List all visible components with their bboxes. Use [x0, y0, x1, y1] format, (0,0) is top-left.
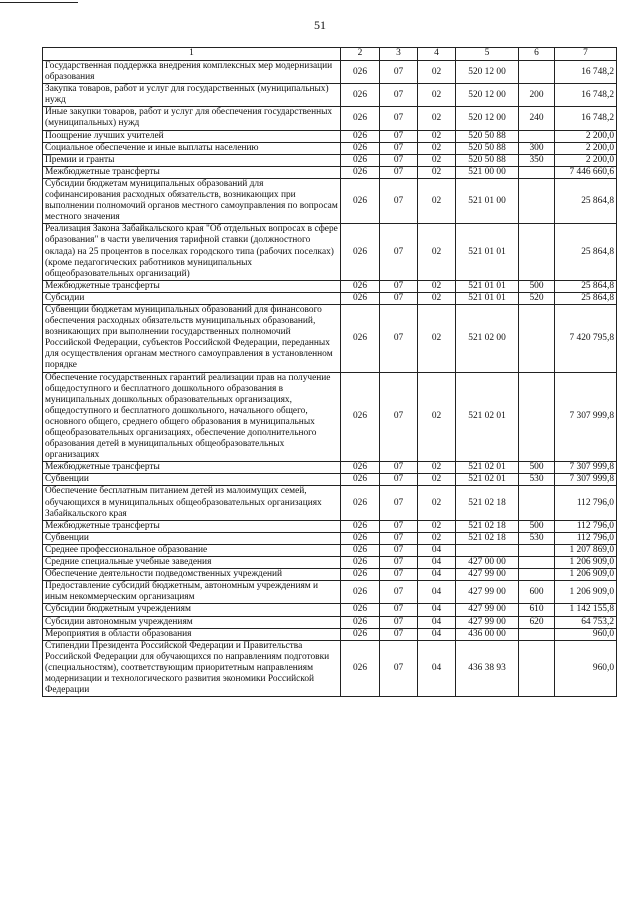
- section-code: 07: [380, 557, 418, 569]
- expense-type: [519, 224, 555, 280]
- target-article: 436 38 93: [456, 640, 519, 696]
- row-name: Закупка товаров, работ и услуг для государственных (муниципальных) нужд: [43, 84, 341, 107]
- target-article: [456, 544, 519, 556]
- section-code: 07: [380, 61, 418, 84]
- section-code: 07: [380, 628, 418, 640]
- expense-type: [519, 640, 555, 696]
- col-header: 7: [555, 48, 617, 61]
- admin-code: 026: [341, 462, 380, 474]
- expense-type: 520: [519, 292, 555, 304]
- section-code: 07: [380, 304, 418, 372]
- section-code: 07: [380, 544, 418, 556]
- table-row: [43, 304, 617, 372]
- subsection-code: 02: [418, 372, 456, 462]
- amount: 112 796,0: [555, 520, 617, 532]
- table-row: [43, 142, 617, 154]
- row-name: Субвенции: [43, 474, 341, 486]
- subsection-code: 02: [418, 520, 456, 532]
- table-row: [43, 628, 617, 640]
- expense-type: [519, 569, 555, 581]
- section-code: 07: [380, 166, 418, 178]
- table-row: [43, 557, 617, 569]
- amount: 16 748,2: [555, 61, 617, 84]
- admin-code: 026: [341, 154, 380, 166]
- expense-type: 500: [519, 520, 555, 532]
- table-row: [43, 640, 617, 696]
- admin-code: 026: [341, 581, 380, 604]
- table-row: [43, 166, 617, 178]
- target-article: 520 12 00: [456, 107, 519, 130]
- subsection-code: 02: [418, 280, 456, 292]
- amount: 960,0: [555, 640, 617, 696]
- table-row: [43, 604, 617, 616]
- admin-code: 026: [341, 304, 380, 372]
- target-article: 521 01 00: [456, 178, 519, 223]
- subsection-code: 02: [418, 304, 456, 372]
- table-row: [43, 616, 617, 628]
- section-code: 07: [380, 142, 418, 154]
- subsection-code: 02: [418, 142, 456, 154]
- subsection-code: 02: [418, 166, 456, 178]
- row-name: Обеспечение бесплатным питанием детей из малоимущих семей, обучающихся в муниципальных общеобразовательных организациях Забайкальского края: [43, 486, 341, 520]
- subsection-code: 02: [418, 154, 456, 166]
- section-code: 07: [380, 224, 418, 280]
- target-article: 520 12 00: [456, 84, 519, 107]
- admin-code: 026: [341, 532, 380, 544]
- header-row: [43, 48, 617, 61]
- row-name: Межбюджетные трансферты: [43, 462, 341, 474]
- admin-code: 026: [341, 604, 380, 616]
- table-row: [43, 292, 617, 304]
- subsection-code: 04: [418, 569, 456, 581]
- admin-code: 026: [341, 166, 380, 178]
- section-code: 07: [380, 292, 418, 304]
- section-code: 07: [380, 462, 418, 474]
- admin-code: 026: [341, 474, 380, 486]
- page-number: 51: [314, 18, 326, 32]
- amount: 7 307 999,8: [555, 372, 617, 462]
- table-row: [43, 224, 617, 280]
- amount: 16 748,2: [555, 84, 617, 107]
- admin-code: 026: [341, 557, 380, 569]
- amount: 2 200,0: [555, 130, 617, 142]
- amount: 960,0: [555, 628, 617, 640]
- row-name: Межбюджетные трансферты: [43, 280, 341, 292]
- row-name: Обеспечение государственных гарантий реализации прав на получение общедоступного и бесплатного дошкольного образования в муниципальных дошкольных образовательных организациях, общедоступного и бесплатного дошкольного, начального общего, основного общего, среднего общего образования в муниципальных общеобразовательных организациях, обеспечение дополнительного образования детей в муниципальных общеобразовательных организациях: [43, 372, 341, 462]
- table-row: [43, 486, 617, 520]
- subsection-code: 02: [418, 462, 456, 474]
- expense-type: 500: [519, 462, 555, 474]
- target-article: 427 00 00: [456, 557, 519, 569]
- budget-table: [42, 47, 617, 697]
- section-code: 07: [380, 532, 418, 544]
- expense-type: [519, 130, 555, 142]
- subsection-code: 02: [418, 84, 456, 107]
- target-article: 521 02 01: [456, 474, 519, 486]
- subsection-code: 02: [418, 178, 456, 223]
- row-name: Межбюджетные трансферты: [43, 166, 341, 178]
- row-name: Субсидии автономным учреждениям: [43, 616, 341, 628]
- amount: 1 142 155,8: [555, 604, 617, 616]
- admin-code: 026: [341, 628, 380, 640]
- row-name: Субсидии бюджетам муниципальных образований для софинансирования расходных обязательств, возникающих при выполнении полномочий органов местного самоуправления по вопросам местного значения: [43, 178, 341, 223]
- row-name: Субвенции: [43, 532, 341, 544]
- admin-code: 026: [341, 280, 380, 292]
- target-article: 521 00 00: [456, 166, 519, 178]
- section-code: 07: [380, 581, 418, 604]
- amount: 7 307 999,8: [555, 462, 617, 474]
- expense-type: [519, 544, 555, 556]
- amount: 1 206 909,0: [555, 581, 617, 604]
- amount: 16 748,2: [555, 107, 617, 130]
- amount: 1 206 909,0: [555, 569, 617, 581]
- col-header: 3: [380, 48, 418, 61]
- section-code: 07: [380, 154, 418, 166]
- admin-code: 026: [341, 520, 380, 532]
- target-article: 521 02 00: [456, 304, 519, 372]
- col-header: 1: [43, 48, 341, 61]
- section-code: 07: [380, 486, 418, 520]
- expense-type: [519, 166, 555, 178]
- row-name: Субвенции бюджетам муниципальных образований для финансового обеспечения расходных обязательств муниципальных образований, возникающих при выполнении государственных полномочий Российской Федерации, субъектов Российской Федерации, переданных для осуществления органам местного самоуправления в установленном порядке: [43, 304, 341, 372]
- amount: 112 796,0: [555, 532, 617, 544]
- col-header: 5: [456, 48, 519, 61]
- expense-type: [519, 628, 555, 640]
- expense-type: [519, 304, 555, 372]
- amount: 25 864,8: [555, 292, 617, 304]
- amount: 25 864,8: [555, 280, 617, 292]
- expense-type: 350: [519, 154, 555, 166]
- amount: 7 446 660,6: [555, 166, 617, 178]
- row-name: Реализация Закона Забайкальского края "Об отдельных вопросах в сфере образования" в части увеличения тарифной ставки (должностного оклада) на 25 процентов в поселках городского типа (рабочих поселках) (кроме педагогических работников муниципальных общеобразовательных организаций): [43, 224, 341, 280]
- table-row: [43, 544, 617, 556]
- expense-type: [519, 61, 555, 84]
- subsection-code: 02: [418, 486, 456, 520]
- row-name: Предоставление субсидий бюджетным, автономным учреждениям и иным некоммерческим организациям: [43, 581, 341, 604]
- amount: 2 200,0: [555, 142, 617, 154]
- target-article: 521 01 01: [456, 224, 519, 280]
- expense-type: 530: [519, 474, 555, 486]
- table-row: [43, 84, 617, 107]
- section-code: 07: [380, 84, 418, 107]
- admin-code: 026: [341, 61, 380, 84]
- target-article: 521 02 01: [456, 462, 519, 474]
- row-name: Субсидии бюджетным учреждениям: [43, 604, 341, 616]
- expense-type: 600: [519, 581, 555, 604]
- table-row: [43, 474, 617, 486]
- section-code: 07: [380, 107, 418, 130]
- target-article: 521 02 18: [456, 532, 519, 544]
- row-name: Стипендии Президента Российской Федерации и Правительства Российской Федерации для обучающихся по направлениям подготовки (специальностям), соответствующим приоритетным направлениям модернизации и технологического развития экономики Российской Федерации: [43, 640, 341, 696]
- expense-type: 300: [519, 142, 555, 154]
- row-name: Средние специальные учебные заведения: [43, 557, 341, 569]
- section-code: 07: [380, 178, 418, 223]
- admin-code: 026: [341, 142, 380, 154]
- table-row: [43, 462, 617, 474]
- expense-type: 240: [519, 107, 555, 130]
- row-name: Государственная поддержка внедрения комплексных мер модернизации образования: [43, 61, 341, 84]
- section-code: 07: [380, 569, 418, 581]
- subsection-code: 02: [418, 292, 456, 304]
- expense-type: [519, 178, 555, 223]
- admin-code: 026: [341, 224, 380, 280]
- expense-type: [519, 557, 555, 569]
- expense-type: 530: [519, 532, 555, 544]
- col-header: 4: [418, 48, 456, 61]
- subsection-code: 04: [418, 581, 456, 604]
- admin-code: 026: [341, 107, 380, 130]
- section-code: 07: [380, 130, 418, 142]
- amount: 2 200,0: [555, 154, 617, 166]
- target-article: 520 50 88: [456, 142, 519, 154]
- expense-type: [519, 486, 555, 520]
- subsection-code: 04: [418, 604, 456, 616]
- admin-code: 026: [341, 486, 380, 520]
- table-row: [43, 107, 617, 130]
- table-row: [43, 581, 617, 604]
- amount: 25 864,8: [555, 178, 617, 223]
- admin-code: 026: [341, 84, 380, 107]
- target-article: 521 01 01: [456, 280, 519, 292]
- row-name: Социальное обеспечение и иные выплаты населению: [43, 142, 341, 154]
- row-name: Иные закупки товаров, работ и услуг для обеспечения государственных (муниципальных) нужд: [43, 107, 341, 130]
- target-article: 520 50 88: [456, 154, 519, 166]
- amount: 7 420 795,8: [555, 304, 617, 372]
- subsection-code: 02: [418, 474, 456, 486]
- table-row: [43, 154, 617, 166]
- subsection-code: 02: [418, 107, 456, 130]
- table-body: [43, 61, 617, 697]
- admin-code: 026: [341, 544, 380, 556]
- expense-type: 620: [519, 616, 555, 628]
- row-name: Субсидии: [43, 292, 341, 304]
- expense-type: 200: [519, 84, 555, 107]
- section-code: 07: [380, 616, 418, 628]
- table-row: [43, 178, 617, 223]
- target-article: 520 12 00: [456, 61, 519, 84]
- table-row: [43, 130, 617, 142]
- amount: 1 206 909,0: [555, 557, 617, 569]
- expense-type: [519, 372, 555, 462]
- expense-type: 610: [519, 604, 555, 616]
- col-header: 2: [341, 48, 380, 61]
- target-article: 521 02 18: [456, 520, 519, 532]
- admin-code: 026: [341, 292, 380, 304]
- table-row: [43, 61, 617, 84]
- amount: 7 307 999,8: [555, 474, 617, 486]
- table-row: [43, 569, 617, 581]
- amount: 1 207 869,0: [555, 544, 617, 556]
- admin-code: 026: [341, 130, 380, 142]
- target-article: 436 00 00: [456, 628, 519, 640]
- section-code: 07: [380, 604, 418, 616]
- admin-code: 026: [341, 640, 380, 696]
- amount: 25 864,8: [555, 224, 617, 280]
- table-row: [43, 520, 617, 532]
- subsection-code: 04: [418, 640, 456, 696]
- table-row: [43, 372, 617, 462]
- section-code: 07: [380, 640, 418, 696]
- amount: 112 796,0: [555, 486, 617, 520]
- section-code: 07: [380, 520, 418, 532]
- subsection-code: 02: [418, 532, 456, 544]
- subsection-code: 02: [418, 61, 456, 84]
- section-code: 07: [380, 372, 418, 462]
- row-name: Поощрение лучших учителей: [43, 130, 341, 142]
- col-header: 6: [519, 48, 555, 61]
- row-name: Среднее профессиональное образование: [43, 544, 341, 556]
- section-code: 07: [380, 474, 418, 486]
- table-row: [43, 532, 617, 544]
- subsection-code: 04: [418, 628, 456, 640]
- admin-code: 026: [341, 616, 380, 628]
- expense-type: 500: [519, 280, 555, 292]
- amount: 64 753,2: [555, 616, 617, 628]
- admin-code: 026: [341, 372, 380, 462]
- subsection-code: 02: [418, 130, 456, 142]
- target-article: 521 02 18: [456, 486, 519, 520]
- table-row: [43, 280, 617, 292]
- row-name: Обеспечение деятельности подведомственных учреждений: [43, 569, 341, 581]
- target-article: 521 01 01: [456, 292, 519, 304]
- top-rule: [0, 2, 78, 3]
- subsection-code: 02: [418, 224, 456, 280]
- section-code: 07: [380, 280, 418, 292]
- target-article: 427 99 00: [456, 581, 519, 604]
- admin-code: 026: [341, 178, 380, 223]
- subsection-code: 04: [418, 616, 456, 628]
- target-article: 427 99 00: [456, 569, 519, 581]
- target-article: 427 99 00: [456, 604, 519, 616]
- subsection-code: 04: [418, 557, 456, 569]
- target-article: 520 50 88: [456, 130, 519, 142]
- row-name: Премии и гранты: [43, 154, 341, 166]
- target-article: 427 99 00: [456, 616, 519, 628]
- admin-code: 026: [341, 569, 380, 581]
- target-article: 521 02 01: [456, 372, 519, 462]
- subsection-code: 04: [418, 544, 456, 556]
- row-name: Мероприятия в области образования: [43, 628, 341, 640]
- row-name: Межбюджетные трансферты: [43, 520, 341, 532]
